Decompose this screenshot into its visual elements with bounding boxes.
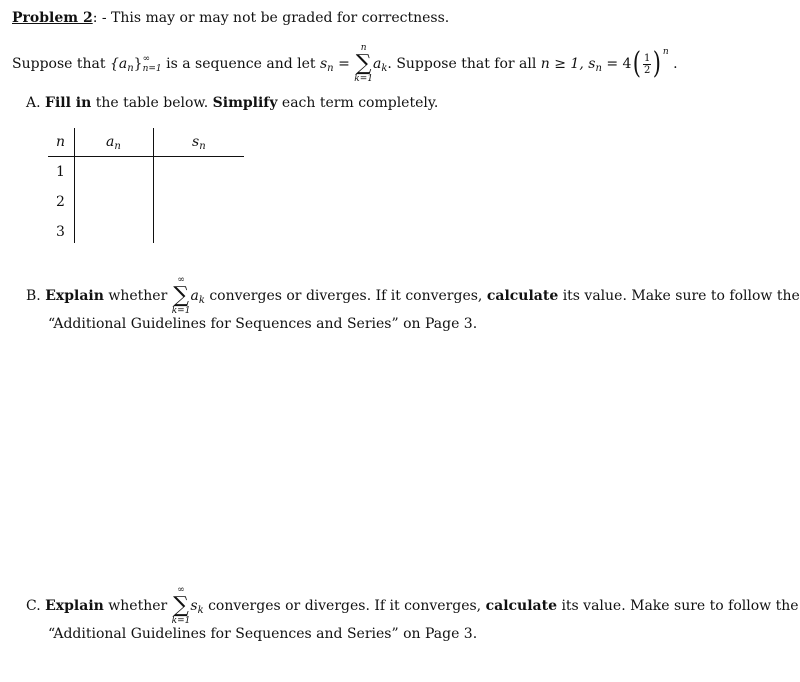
part-c-bold-2: calculate bbox=[485, 598, 557, 614]
intro-text-3: . Suppose that for all bbox=[387, 56, 537, 72]
part-b-term-sub: k bbox=[198, 295, 205, 306]
part-a-label: A. bbox=[26, 95, 41, 111]
part-c-sum-lower: k=1 bbox=[171, 616, 191, 626]
part-a-bold-1: Fill in bbox=[45, 95, 92, 111]
sn-symbol: s bbox=[319, 56, 328, 72]
exponent: n bbox=[662, 47, 669, 57]
part-b-line-1 bbox=[26, 276, 800, 316]
row-2-n: 2 bbox=[56, 194, 65, 210]
part-b-text-1: whether bbox=[108, 288, 168, 304]
part-b-sum-lower: k=1 bbox=[171, 306, 191, 316]
part-c-label: C. bbox=[26, 598, 41, 614]
sum-lower-limit: k=1 bbox=[354, 74, 373, 84]
fraction bbox=[643, 53, 651, 76]
problem-label: Problem 2 bbox=[12, 10, 93, 26]
part-c-term-sub: k bbox=[197, 605, 204, 616]
part-b-sigma: ∑ bbox=[173, 283, 189, 308]
problem-separator: : - bbox=[92, 10, 112, 26]
part-b-line-2: “Additional Guidelines for Sequences and Series” on Page 3. bbox=[48, 316, 478, 332]
ak-sub: k bbox=[381, 63, 388, 74]
part-b-term: a bbox=[190, 288, 199, 304]
part-b-text-3: its value. Make sure to follow the bbox=[562, 288, 800, 304]
right-paren: ) bbox=[652, 46, 662, 81]
intro-period: . bbox=[673, 56, 678, 72]
part-b-bold-1: Explain bbox=[45, 288, 104, 304]
sequence-open: {a bbox=[109, 56, 128, 72]
part-c-sum-upper: ∞ bbox=[177, 585, 185, 595]
part-b-text-2: converges or diverges. If it converges, bbox=[209, 288, 483, 304]
sequence-sup: ∞ bbox=[142, 54, 151, 64]
equals-sign: = bbox=[338, 56, 350, 72]
left-paren: ( bbox=[633, 46, 642, 81]
part-c-term: s bbox=[190, 598, 198, 614]
sigma-symbol: ∑ bbox=[355, 51, 372, 76]
header-n: n bbox=[56, 134, 66, 150]
part-c-sigma: ∑ bbox=[173, 593, 189, 618]
part-c-text-1: whether bbox=[108, 598, 168, 614]
intro-line bbox=[12, 44, 678, 84]
sequence-close: } bbox=[133, 56, 143, 72]
fraction-numerator: 1 bbox=[643, 52, 651, 64]
header-sn: $s_n$ bbox=[192, 134, 206, 152]
part-b-label: B. bbox=[26, 288, 41, 304]
row-3-n: 3 bbox=[56, 224, 65, 240]
table-hline bbox=[48, 156, 244, 157]
header-an: $a_n$ bbox=[106, 134, 121, 152]
sn2-symbol: s bbox=[588, 56, 596, 72]
table-vline-2 bbox=[153, 128, 154, 243]
part-a-instructions bbox=[26, 95, 438, 111]
row-1-n: 1 bbox=[56, 164, 65, 180]
part-a-bold-2: Simplify bbox=[212, 95, 278, 111]
part-b-sum-upper: ∞ bbox=[177, 275, 185, 285]
part-c-text-2: converges or diverges. If it converges, bbox=[208, 598, 482, 614]
part-a-text-2: each term completely. bbox=[281, 95, 439, 111]
fraction-denominator: 2 bbox=[643, 64, 651, 76]
part-b-bold-2: calculate bbox=[486, 288, 559, 304]
intro-text-1: Suppose that bbox=[12, 56, 106, 72]
table-vline-1 bbox=[74, 128, 75, 243]
sn-sub: n bbox=[327, 63, 334, 74]
part-c-line-2: “Additional Guidelines for Sequences and Series” on Page 3. bbox=[48, 626, 478, 642]
sequence-range: n=1 bbox=[142, 64, 162, 74]
sum-upper-limit: n bbox=[360, 43, 367, 53]
part-c-bold-1: Explain bbox=[45, 598, 104, 614]
sequence-sub: n bbox=[127, 63, 134, 74]
sn2-sub: n bbox=[595, 63, 602, 74]
part-c-text-3: its value. Make sure to follow the bbox=[561, 598, 799, 614]
intro-text-2: is a sequence and let bbox=[166, 56, 316, 72]
part-c-line-1 bbox=[26, 586, 799, 626]
equals-four: = 4 bbox=[606, 56, 632, 72]
problem-header bbox=[12, 10, 449, 26]
ak-symbol: a bbox=[373, 56, 382, 72]
part-a-text-1: the table below. bbox=[95, 95, 209, 111]
condition: n ≥ 1, bbox=[540, 56, 584, 72]
problem-note: This may or may not be graded for correctness. bbox=[111, 10, 450, 26]
